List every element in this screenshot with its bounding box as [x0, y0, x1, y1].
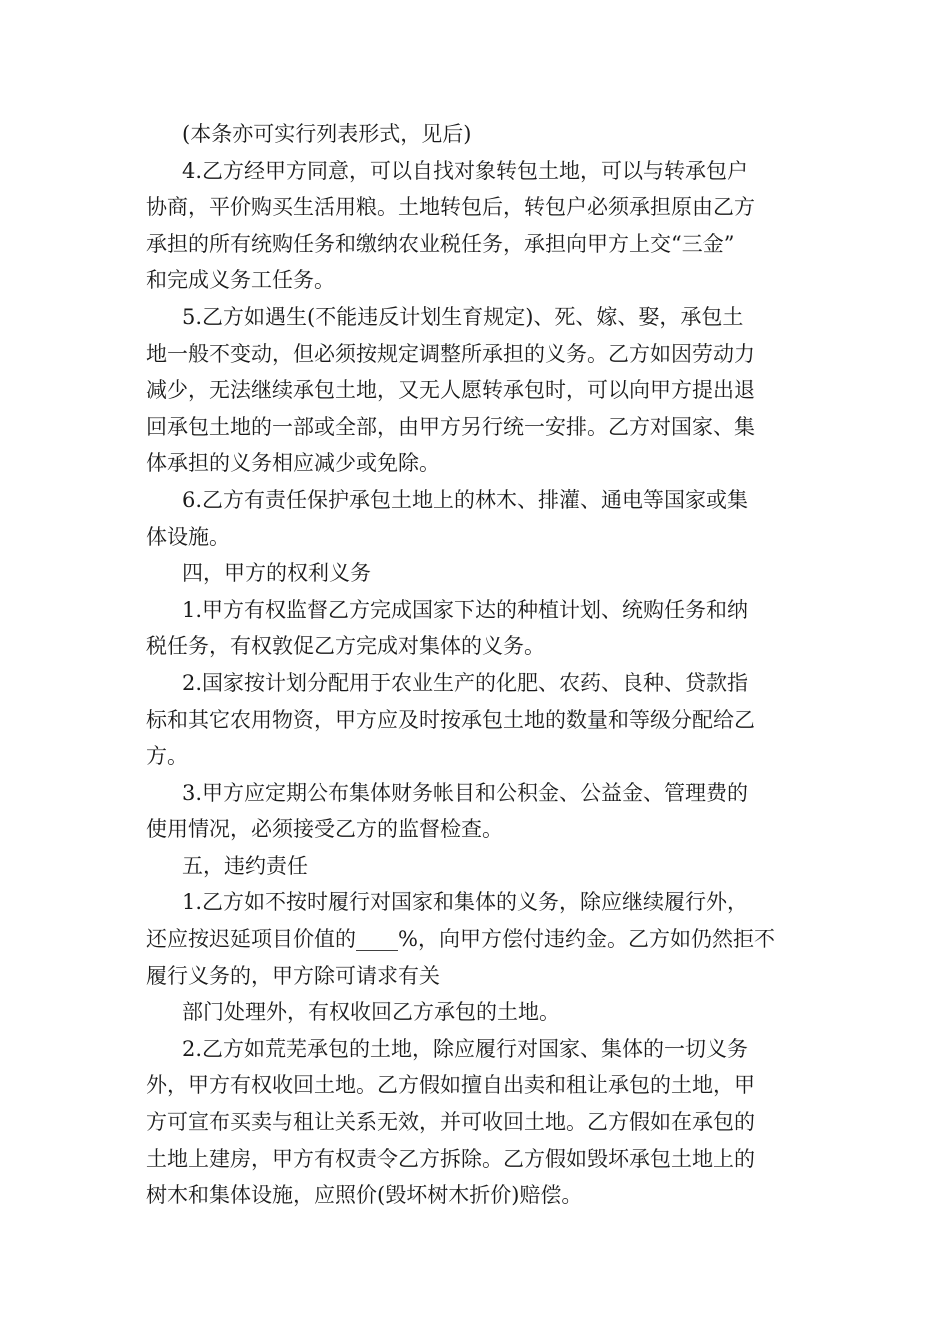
text-line: 还应按迟延项目价值的____%，向甲方偿付违约金。乙方如仍然拒不: [146, 927, 775, 952]
section-heading: 四，甲方的权利义务: [182, 561, 371, 586]
text-line: 5.乙方如遇生(不能违反计划生育规定)、死、嫁、娶，承包土: [182, 304, 744, 329]
text-line: 1.甲方有权监督乙方完成国家下达的种植计划、统购任务和纳: [182, 597, 749, 622]
text-line: 方。: [146, 744, 188, 769]
text-line: 体承担的义务相应减少或免除。: [146, 451, 440, 476]
text-line: 使用情况，必须接受乙方的监督检查。: [146, 817, 503, 842]
text-line: 2.乙方如荒芜承包的土地，除应履行对国家、集体的一切义务: [182, 1036, 749, 1061]
text-line: 6.乙方有责任保护承包土地上的林木、排灌、通电等国家或集: [182, 487, 749, 512]
text-line: 和完成义务工任务。: [146, 268, 335, 293]
text-line: 承担的所有统购任务和缴纳农业税任务，承担向甲方上交“三金”: [146, 231, 735, 256]
text-line: 1.乙方如不按时履行对国家和集体的义务，除应继续履行外，: [182, 890, 749, 915]
text-line: (本条亦可实行列表形式，见后): [182, 122, 472, 146]
text-line: 3.甲方应定期公布集体财务帐目和公积金、公益金、管理费的: [182, 780, 749, 805]
text-line: 方可宣布买卖与租让关系无效，并可收回土地。乙方假如在承包的: [146, 1110, 755, 1135]
text-line: 协商，平价购买生活用粮。土地转包后，转包户必须承担原由乙方: [146, 195, 755, 220]
text-line: 减少，无法继续承包土地，又无人愿转承包时，可以向甲方提出退: [146, 378, 755, 403]
text-line: 树木和集体设施，应照价(毁坏树木折价)赔偿。: [146, 1183, 583, 1208]
text-line: 2.国家按计划分配用于农业生产的化肥、农药、良种、贷款指: [182, 670, 749, 695]
text-line: 回承包土地的一部或全部，由甲方另行统一安排。乙方对国家、集: [146, 414, 755, 439]
text-line: 履行义务的，甲方除可请求有关: [146, 963, 440, 988]
text-line: 地一般不变动，但必须按规定调整所承担的义务。乙方如因劳动力: [146, 341, 755, 366]
text-line: 部门处理外，有权收回乙方承包的土地。: [182, 1000, 560, 1025]
text-line: 外，甲方有权收回土地。乙方假如擅自出卖和租让承包的土地，甲: [146, 1073, 755, 1098]
text-line: 土地上建房，甲方有权责令乙方拆除。乙方假如毁坏承包土地上的: [146, 1146, 755, 1171]
text-line: 4.乙方经甲方同意，可以自找对象转包土地，可以与转承包户: [182, 158, 749, 183]
text-line: 标和其它农用物资，甲方应及时按承包土地的数量和等级分配给乙: [146, 707, 755, 732]
document-body: [146, 116, 806, 1214]
section-heading: 五，违约责任: [182, 853, 308, 878]
text-line: 体设施。: [146, 524, 230, 549]
text-line: 税任务，有权敦促乙方完成对集体的义务。: [146, 634, 545, 659]
